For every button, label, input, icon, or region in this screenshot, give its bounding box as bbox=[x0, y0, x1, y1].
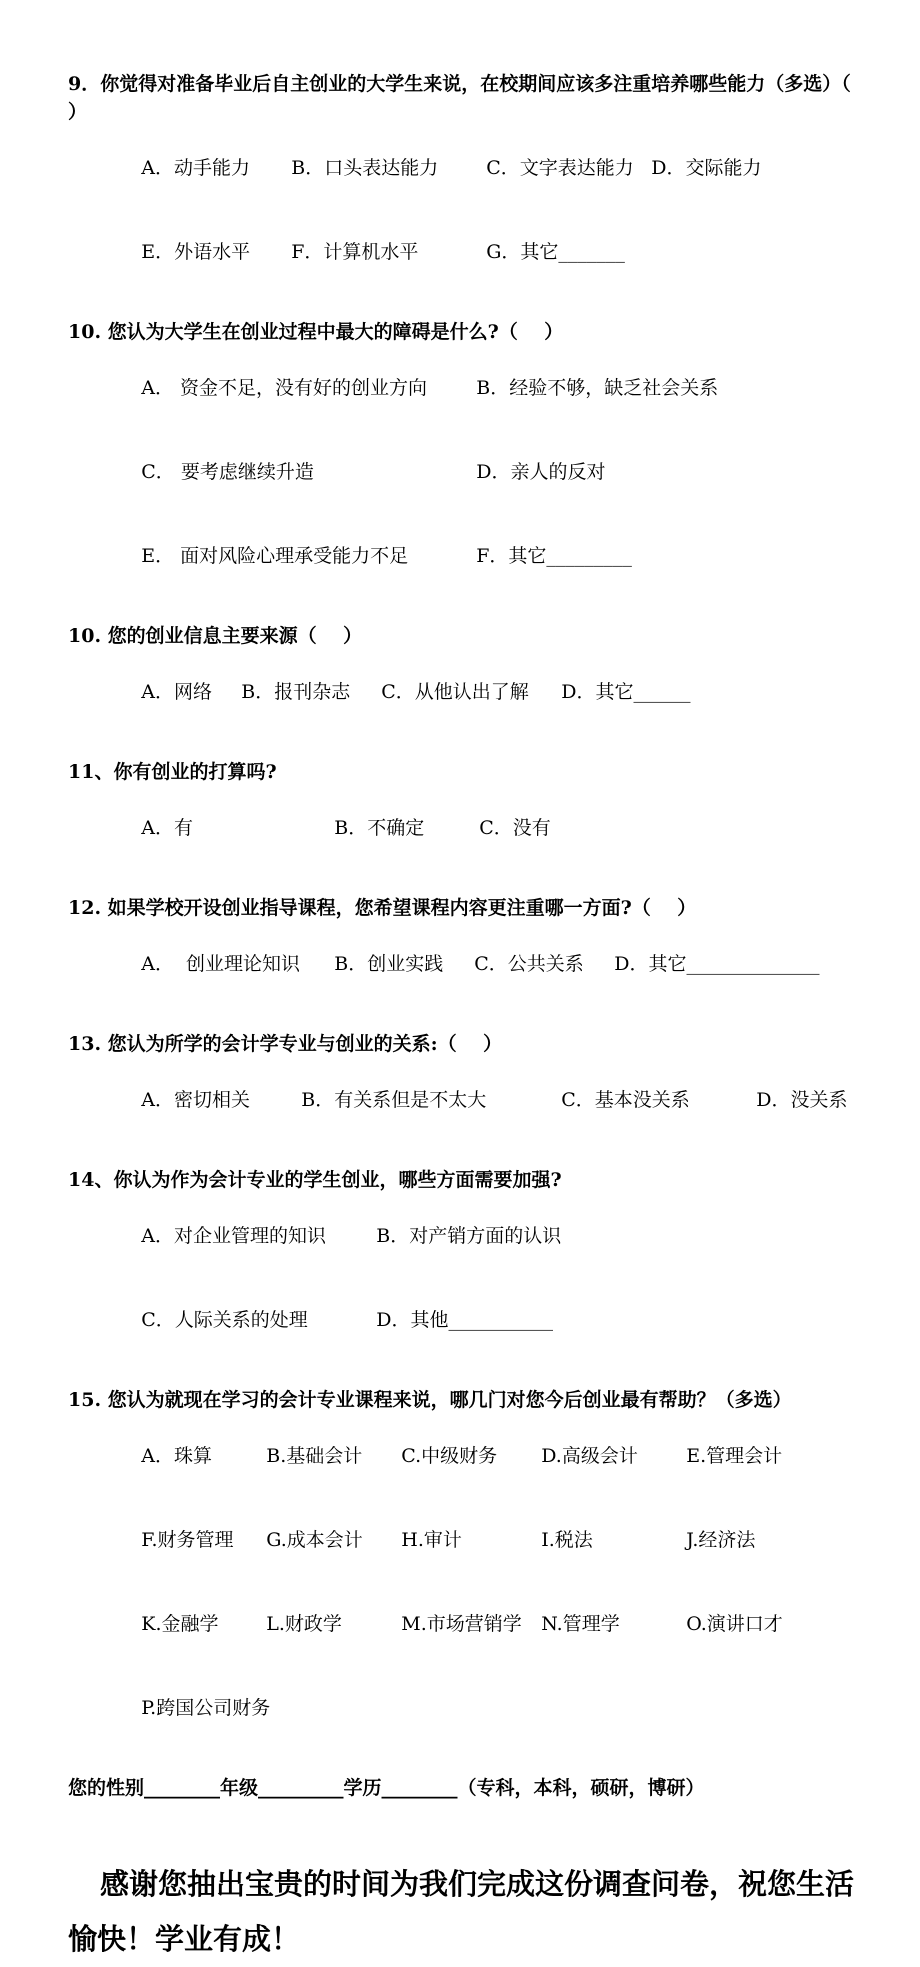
closing-message bbox=[68, 1857, 864, 1967]
question-13-text: 13. 您认为所学的会计学专业与创业的关系:（ ） bbox=[68, 1033, 503, 1055]
question-10-info-source-option-d-blank: D．其它______ bbox=[561, 681, 691, 703]
question-15-option-j: J.经济法 bbox=[686, 1529, 756, 1551]
question-11-option-b: B．不确定 bbox=[334, 817, 425, 839]
question-10-obstacles-option-a: A． 资金不足，没有好的创业方向 bbox=[141, 377, 428, 399]
question-14-option-b: B．对产销方面的认识 bbox=[376, 1225, 562, 1247]
question-11-text: 11、你有创业的打算吗? bbox=[68, 761, 277, 783]
question-9-text-line-1: 9．你觉得对准备毕业后自主创业的大学生来说，在校期间应该多注重培养哪些能力（多选）（ bbox=[68, 73, 851, 95]
question-14-option-c: C．人际关系的处理 bbox=[141, 1309, 308, 1331]
question-15-option-n: N.管理学 bbox=[541, 1613, 620, 1635]
question-11-option-c: C．没有 bbox=[479, 817, 551, 839]
question-9 bbox=[68, 70, 864, 294]
question-13-option-c: C．基本没关系 bbox=[561, 1089, 690, 1111]
question-10-info-source-option-c: C．从他认出了解 bbox=[381, 681, 529, 703]
question-9-text-line-2: ） bbox=[68, 101, 88, 123]
question-10-obstacles-option-e: E． 面对风险心理承受能力不足 bbox=[141, 545, 409, 567]
question-9-options-row-2 bbox=[68, 210, 864, 294]
question-14-option-d-blank: D．其他___________ bbox=[376, 1309, 553, 1331]
question-12-text: 12. 如果学校开设创业指导课程，您希望课程内容更注重哪一方面?（ ） bbox=[68, 897, 697, 919]
question-11-option-a: A．有 bbox=[141, 817, 193, 839]
question-11 bbox=[68, 758, 864, 870]
question-15 bbox=[68, 1386, 864, 1750]
question-14-text: 14、你认为作为会计专业的学生创业，哪些方面需要加强? bbox=[68, 1169, 562, 1191]
question-15-option-a: A．珠算 bbox=[141, 1445, 212, 1467]
question-15-text: 15. 您认为就现在学习的会计专业课程来说，哪几门对您今后创业最有帮助？（多选） bbox=[68, 1389, 792, 1411]
question-13-option-a: A．密切相关 bbox=[141, 1089, 250, 1111]
question-9-option-b: B．口头表达能力 bbox=[291, 157, 439, 179]
question-15-option-h: H.审计 bbox=[401, 1529, 462, 1551]
question-15-option-m: M.市场营销学 bbox=[401, 1613, 522, 1635]
question-13-option-d: D．没关系 bbox=[756, 1089, 848, 1111]
question-12-option-a: A． 创业理论知识 bbox=[141, 953, 301, 975]
question-10-info-source-option-b: B．报刊杂志 bbox=[241, 681, 351, 703]
question-14-options-row-1 bbox=[68, 1194, 864, 1278]
question-10-info-source-options-row-1 bbox=[68, 650, 864, 734]
closing-message-line-1: 感谢您抽出宝贵的时间为我们完成这份调查问卷，祝您生活 bbox=[100, 1867, 855, 1901]
question-15-option-f: F.财务管理 bbox=[141, 1529, 234, 1551]
question-15-options-row-4 bbox=[68, 1666, 864, 1750]
question-10-obstacles-text: 10. 您认为大学生在创业过程中最大的障碍是什么?（ ） bbox=[68, 321, 564, 343]
question-12-options-row-1 bbox=[68, 922, 864, 1006]
question-10-obstacles-option-f-blank: F．其它_________ bbox=[476, 545, 632, 567]
question-10-obstacles bbox=[68, 318, 864, 598]
question-15-option-o: O.演讲口才 bbox=[686, 1613, 783, 1635]
question-15-option-d: D.高级会计 bbox=[541, 1445, 638, 1467]
question-12 bbox=[68, 894, 864, 1006]
question-9-option-a: A．动手能力 bbox=[141, 157, 250, 179]
question-12-option-c: C．公共关系 bbox=[474, 953, 584, 975]
question-13-options-row-1 bbox=[68, 1058, 864, 1142]
question-9-option-d: D．交际能力 bbox=[651, 157, 762, 179]
question-12-option-b: B．创业实践 bbox=[334, 953, 444, 975]
question-15-option-p: P.跨国公司财务 bbox=[141, 1697, 271, 1719]
question-10-obstacles-options-row-2 bbox=[68, 430, 864, 514]
question-13 bbox=[68, 1030, 864, 1142]
question-10-info-source bbox=[68, 622, 864, 734]
demographics-fill-in-line: 您的性别________年级_________学历________（专科，本科，硕研，博研） bbox=[68, 1777, 705, 1799]
question-14-option-a: A．对企业管理的知识 bbox=[141, 1225, 326, 1247]
question-14 bbox=[68, 1166, 864, 1362]
question-10-info-source-option-a: A．网络 bbox=[141, 681, 212, 703]
closing-message-line-2: 愉快！学业有成！ bbox=[68, 1922, 301, 1956]
question-9-option-f: F．计算机水平 bbox=[291, 241, 419, 263]
question-9-option-g-blank: G．其它_______ bbox=[486, 241, 625, 263]
question-15-option-l: L.财政学 bbox=[266, 1613, 342, 1635]
question-15-option-g: G.成本会计 bbox=[266, 1529, 363, 1551]
question-11-options-row-1 bbox=[68, 786, 864, 870]
question-10-obstacles-option-c: C． 要考虑继续升造 bbox=[141, 461, 314, 483]
question-10-obstacles-options-row-1 bbox=[68, 346, 864, 430]
question-15-option-i: I.税法 bbox=[541, 1529, 593, 1551]
question-10-info-source-text: 10. 您的创业信息主要来源（ ） bbox=[68, 625, 363, 647]
question-9-option-e: E．外语水平 bbox=[141, 241, 251, 263]
question-15-options-row-3 bbox=[68, 1582, 864, 1666]
question-15-option-e: E.管理会计 bbox=[686, 1445, 783, 1467]
question-15-option-b: B.基础会计 bbox=[266, 1445, 363, 1467]
question-9-options-row-1 bbox=[68, 126, 864, 210]
question-10-obstacles-options-row-3 bbox=[68, 514, 864, 598]
question-10-obstacles-option-b: B．经验不够，缺乏社会关系 bbox=[476, 377, 719, 399]
question-15-options-row-1 bbox=[68, 1414, 864, 1498]
question-9-option-c: C．文字表达能力 bbox=[486, 157, 634, 179]
question-13-option-b: B．有关系但是不太大 bbox=[301, 1089, 487, 1111]
question-15-option-c: C.中级财务 bbox=[401, 1445, 498, 1467]
question-12-option-d-blank: D．其它______________ bbox=[614, 953, 820, 975]
question-10-obstacles-option-d: D．亲人的反对 bbox=[476, 461, 606, 483]
question-15-option-k: K.金融学 bbox=[141, 1613, 219, 1635]
question-15-options-row-2 bbox=[68, 1498, 864, 1582]
question-14-options-row-2 bbox=[68, 1278, 864, 1362]
